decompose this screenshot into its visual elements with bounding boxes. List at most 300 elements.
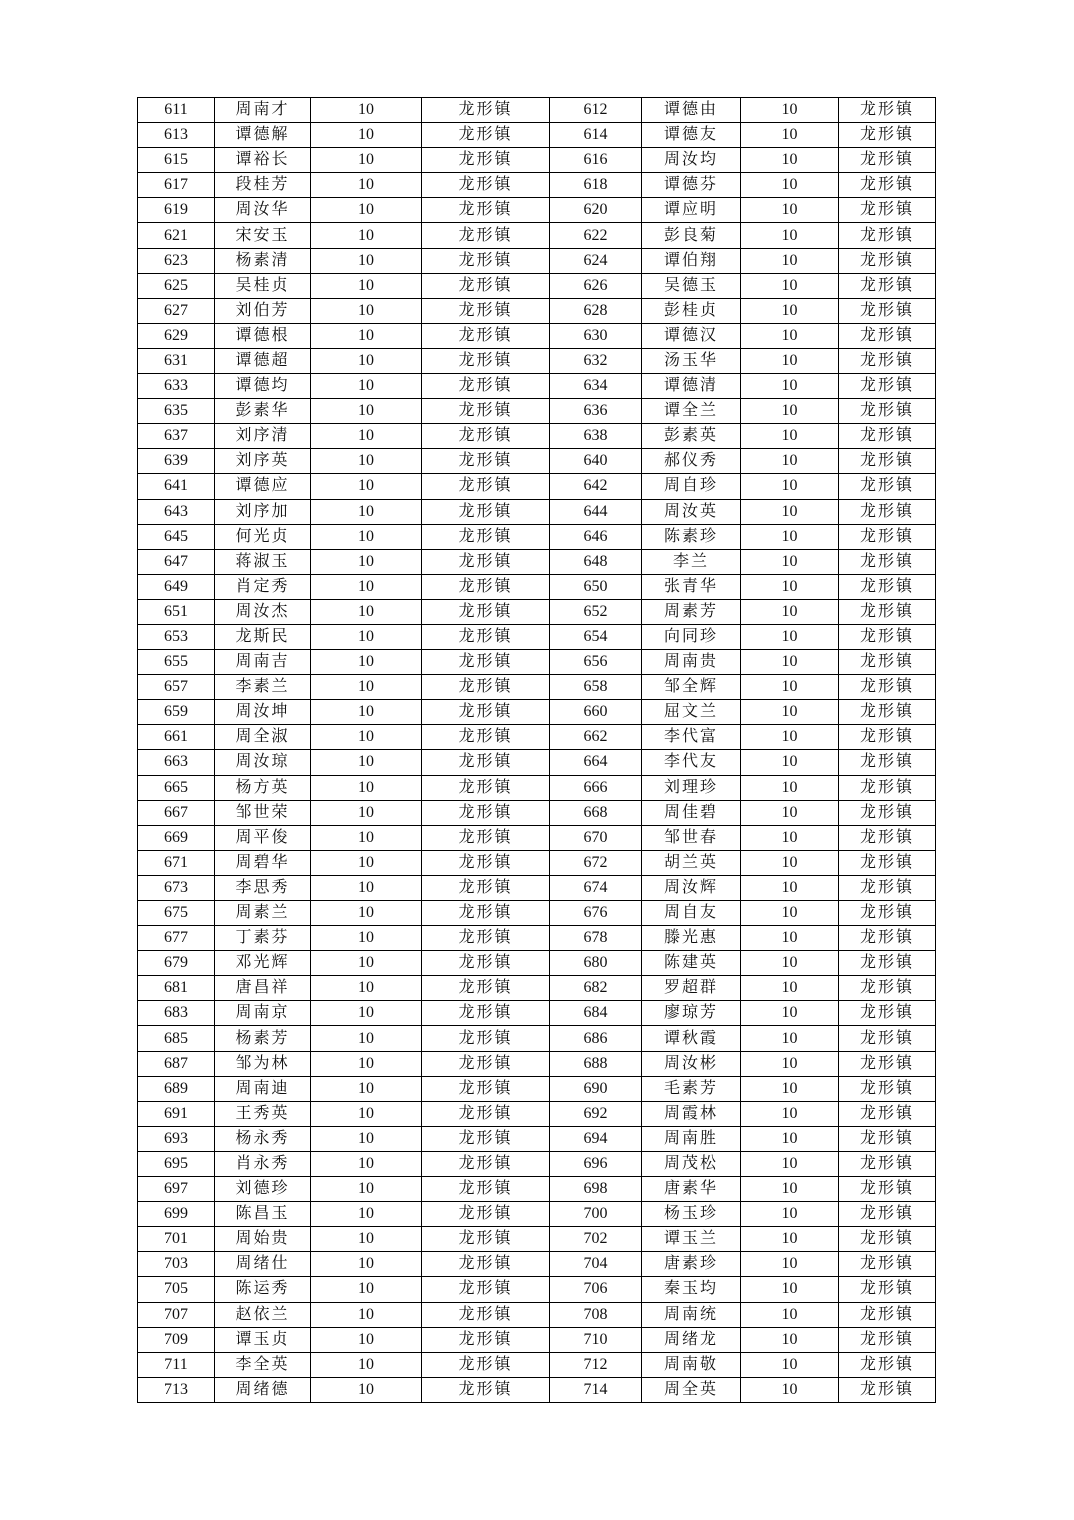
- row-number-cell: 634: [550, 374, 642, 399]
- town-cell: 龙形镇: [422, 1101, 550, 1126]
- row-number-cell: 697: [138, 1177, 215, 1202]
- row-number-cell: 682: [550, 976, 642, 1001]
- amount-cell: 10: [311, 650, 422, 675]
- table-row: [138, 1151, 936, 1176]
- name-cell: 周绪龙: [642, 1327, 741, 1352]
- name-cell: 周南才: [215, 98, 311, 123]
- name-cell: 周南贵: [642, 650, 741, 675]
- name-cell: 周汝华: [215, 198, 311, 223]
- amount-cell: 10: [311, 976, 422, 1001]
- town-cell: 龙形镇: [839, 599, 936, 624]
- town-cell: 龙形镇: [422, 650, 550, 675]
- name-cell: 汤玉华: [642, 348, 741, 373]
- name-cell: 肖定秀: [215, 574, 311, 599]
- table-row: [138, 374, 936, 399]
- table-row: [138, 1302, 936, 1327]
- row-number-cell: 688: [550, 1051, 642, 1076]
- amount-cell: 10: [741, 399, 839, 424]
- town-cell: 龙形镇: [839, 775, 936, 800]
- amount-cell: 10: [741, 1151, 839, 1176]
- name-cell: 廖琼芳: [642, 1001, 741, 1026]
- town-cell: 龙形镇: [422, 1202, 550, 1227]
- row-number-cell: 660: [550, 700, 642, 725]
- row-number-cell: 681: [138, 976, 215, 1001]
- amount-cell: 10: [741, 273, 839, 298]
- name-cell: 周始贵: [215, 1227, 311, 1252]
- amount-cell: 10: [741, 1302, 839, 1327]
- name-cell: 李代友: [642, 750, 741, 775]
- amount-cell: 10: [311, 223, 422, 248]
- table-row: [138, 499, 936, 524]
- row-number-cell: 699: [138, 1202, 215, 1227]
- row-number-cell: 702: [550, 1227, 642, 1252]
- town-cell: 龙形镇: [839, 449, 936, 474]
- row-number-cell: 649: [138, 574, 215, 599]
- amount-cell: 10: [311, 800, 422, 825]
- amount-cell: 10: [311, 1051, 422, 1076]
- table-row: [138, 725, 936, 750]
- row-number-cell: 628: [550, 298, 642, 323]
- name-cell: 吴德玉: [642, 273, 741, 298]
- town-cell: 龙形镇: [839, 474, 936, 499]
- town-cell: 龙形镇: [839, 123, 936, 148]
- name-cell: 吴桂贞: [215, 273, 311, 298]
- amount-cell: 10: [741, 323, 839, 348]
- amount-cell: 10: [311, 198, 422, 223]
- row-number-cell: 652: [550, 599, 642, 624]
- row-number-cell: 613: [138, 123, 215, 148]
- row-number-cell: 621: [138, 223, 215, 248]
- town-cell: 龙形镇: [422, 549, 550, 574]
- town-cell: 龙形镇: [422, 198, 550, 223]
- name-cell: 李全英: [215, 1352, 311, 1377]
- table-row: [138, 1051, 936, 1076]
- name-cell: 周自友: [642, 901, 741, 926]
- amount-cell: 10: [311, 273, 422, 298]
- row-number-cell: 709: [138, 1327, 215, 1352]
- table-row: [138, 98, 936, 123]
- town-cell: 龙形镇: [422, 298, 550, 323]
- row-number-cell: 611: [138, 98, 215, 123]
- name-cell: 周平俊: [215, 825, 311, 850]
- row-number-cell: 672: [550, 850, 642, 875]
- amount-cell: 10: [311, 1202, 422, 1227]
- name-cell: 李兰: [642, 549, 741, 574]
- town-cell: 龙形镇: [839, 424, 936, 449]
- name-cell: 陈昌玉: [215, 1202, 311, 1227]
- town-cell: 龙形镇: [422, 624, 550, 649]
- town-cell: 龙形镇: [839, 1177, 936, 1202]
- name-cell: 陈建英: [642, 951, 741, 976]
- town-cell: 龙形镇: [839, 148, 936, 173]
- amount-cell: 10: [311, 624, 422, 649]
- amount-cell: 10: [741, 1202, 839, 1227]
- amount-cell: 10: [741, 825, 839, 850]
- row-number-cell: 635: [138, 399, 215, 424]
- row-number-cell: 643: [138, 499, 215, 524]
- row-number-cell: 650: [550, 574, 642, 599]
- row-number-cell: 612: [550, 98, 642, 123]
- amount-cell: 10: [311, 424, 422, 449]
- row-number-cell: 691: [138, 1101, 215, 1126]
- amount-cell: 10: [311, 675, 422, 700]
- amount-cell: 10: [741, 248, 839, 273]
- town-cell: 龙形镇: [422, 1001, 550, 1026]
- name-cell: 谭德解: [215, 123, 311, 148]
- row-number-cell: 625: [138, 273, 215, 298]
- town-cell: 龙形镇: [839, 875, 936, 900]
- name-cell: 谭玉兰: [642, 1227, 741, 1252]
- town-cell: 龙形镇: [839, 574, 936, 599]
- town-cell: 龙形镇: [839, 901, 936, 926]
- name-cell: 谭德均: [215, 374, 311, 399]
- row-number-cell: 664: [550, 750, 642, 775]
- town-cell: 龙形镇: [422, 1252, 550, 1277]
- name-cell: 罗超群: [642, 976, 741, 1001]
- name-cell: 李素兰: [215, 675, 311, 700]
- town-cell: 龙形镇: [422, 1327, 550, 1352]
- name-cell: 谭德清: [642, 374, 741, 399]
- amount-cell: 10: [311, 1252, 422, 1277]
- table-row: [138, 976, 936, 1001]
- table-row: [138, 323, 936, 348]
- amount-cell: 10: [741, 348, 839, 373]
- name-cell: 周南统: [642, 1302, 741, 1327]
- row-number-cell: 670: [550, 825, 642, 850]
- amount-cell: 10: [741, 549, 839, 574]
- town-cell: 龙形镇: [839, 1327, 936, 1352]
- amount-cell: 10: [741, 1277, 839, 1302]
- amount-cell: 10: [311, 1076, 422, 1101]
- table-row: [138, 1377, 936, 1402]
- table-row: [138, 1327, 936, 1352]
- town-cell: 龙形镇: [839, 1202, 936, 1227]
- row-number-cell: 654: [550, 624, 642, 649]
- row-number-cell: 671: [138, 850, 215, 875]
- town-cell: 龙形镇: [422, 474, 550, 499]
- town-cell: 龙形镇: [839, 624, 936, 649]
- amount-cell: 10: [741, 173, 839, 198]
- amount-cell: 10: [311, 524, 422, 549]
- table-row: [138, 399, 936, 424]
- row-number-cell: 646: [550, 524, 642, 549]
- name-cell: 周茂松: [642, 1151, 741, 1176]
- name-cell: 邓光辉: [215, 951, 311, 976]
- amount-cell: 10: [741, 1126, 839, 1151]
- town-cell: 龙形镇: [839, 1352, 936, 1377]
- row-number-cell: 644: [550, 499, 642, 524]
- row-number-cell: 678: [550, 926, 642, 951]
- town-cell: 龙形镇: [839, 700, 936, 725]
- name-cell: 周霞林: [642, 1101, 741, 1126]
- table-row: [138, 248, 936, 273]
- amount-cell: 10: [311, 1126, 422, 1151]
- row-number-cell: 700: [550, 1202, 642, 1227]
- town-cell: 龙形镇: [422, 374, 550, 399]
- amount-cell: 10: [741, 650, 839, 675]
- row-number-cell: 663: [138, 750, 215, 775]
- name-cell: 周绪仕: [215, 1252, 311, 1277]
- row-number-cell: 623: [138, 248, 215, 273]
- row-number-cell: 653: [138, 624, 215, 649]
- row-number-cell: 658: [550, 675, 642, 700]
- amount-cell: 10: [741, 474, 839, 499]
- name-cell: 杨素清: [215, 248, 311, 273]
- table-row: [138, 173, 936, 198]
- amount-cell: 10: [741, 1252, 839, 1277]
- amount-cell: 10: [741, 1026, 839, 1051]
- town-cell: 龙形镇: [839, 650, 936, 675]
- name-cell: 谭应明: [642, 198, 741, 223]
- town-cell: 龙形镇: [839, 725, 936, 750]
- amount-cell: 10: [311, 1101, 422, 1126]
- name-cell: 彭良菊: [642, 223, 741, 248]
- amount-cell: 10: [311, 1026, 422, 1051]
- amount-cell: 10: [311, 725, 422, 750]
- town-cell: 龙形镇: [839, 399, 936, 424]
- name-cell: 毛素芳: [642, 1076, 741, 1101]
- town-cell: 龙形镇: [422, 825, 550, 850]
- amount-cell: 10: [741, 599, 839, 624]
- row-number-cell: 712: [550, 1352, 642, 1377]
- town-cell: 龙形镇: [422, 675, 550, 700]
- name-cell: 谭玉贞: [215, 1327, 311, 1352]
- row-number-cell: 619: [138, 198, 215, 223]
- town-cell: 龙形镇: [422, 1277, 550, 1302]
- name-cell: 周汝彬: [642, 1051, 741, 1076]
- town-cell: 龙形镇: [422, 323, 550, 348]
- amount-cell: 10: [741, 449, 839, 474]
- town-cell: 龙形镇: [839, 951, 936, 976]
- name-cell: 周全淑: [215, 725, 311, 750]
- row-number-cell: 618: [550, 173, 642, 198]
- row-number-cell: 617: [138, 173, 215, 198]
- name-cell: 李思秀: [215, 875, 311, 900]
- name-cell: 唐昌祥: [215, 976, 311, 1001]
- row-number-cell: 711: [138, 1352, 215, 1377]
- amount-cell: 10: [311, 173, 422, 198]
- town-cell: 龙形镇: [422, 976, 550, 1001]
- amount-cell: 10: [311, 926, 422, 951]
- roster-table: [137, 97, 936, 1403]
- name-cell: 宋安玉: [215, 223, 311, 248]
- amount-cell: 10: [311, 1327, 422, 1352]
- town-cell: 龙形镇: [422, 273, 550, 298]
- row-number-cell: 665: [138, 775, 215, 800]
- table-row: [138, 875, 936, 900]
- name-cell: 李代富: [642, 725, 741, 750]
- row-number-cell: 641: [138, 474, 215, 499]
- town-cell: 龙形镇: [422, 399, 550, 424]
- row-number-cell: 642: [550, 474, 642, 499]
- row-number-cell: 638: [550, 424, 642, 449]
- row-number-cell: 627: [138, 298, 215, 323]
- name-cell: 刘理珍: [642, 775, 741, 800]
- name-cell: 谭德芬: [642, 173, 741, 198]
- row-number-cell: 631: [138, 348, 215, 373]
- name-cell: 周南京: [215, 1001, 311, 1026]
- name-cell: 周汝坤: [215, 700, 311, 725]
- row-number-cell: 645: [138, 524, 215, 549]
- town-cell: 龙形镇: [422, 1026, 550, 1051]
- row-number-cell: 662: [550, 725, 642, 750]
- name-cell: 谭全兰: [642, 399, 741, 424]
- amount-cell: 10: [741, 1076, 839, 1101]
- table-row: [138, 424, 936, 449]
- amount-cell: 10: [311, 98, 422, 123]
- table-row: [138, 850, 936, 875]
- name-cell: 周南胜: [642, 1126, 741, 1151]
- name-cell: 周素芳: [642, 599, 741, 624]
- row-number-cell: 667: [138, 800, 215, 825]
- name-cell: 谭秋霞: [642, 1026, 741, 1051]
- amount-cell: 10: [741, 298, 839, 323]
- row-number-cell: 704: [550, 1252, 642, 1277]
- table-row: [138, 223, 936, 248]
- amount-cell: 10: [741, 800, 839, 825]
- town-cell: 龙形镇: [839, 198, 936, 223]
- town-cell: 龙形镇: [422, 1227, 550, 1252]
- town-cell: 龙形镇: [839, 173, 936, 198]
- name-cell: 彭素英: [642, 424, 741, 449]
- amount-cell: 10: [741, 750, 839, 775]
- town-cell: 龙形镇: [422, 850, 550, 875]
- town-cell: 龙形镇: [839, 248, 936, 273]
- amount-cell: 10: [741, 926, 839, 951]
- amount-cell: 10: [311, 700, 422, 725]
- amount-cell: 10: [741, 1327, 839, 1352]
- amount-cell: 10: [311, 599, 422, 624]
- amount-cell: 10: [311, 148, 422, 173]
- town-cell: 龙形镇: [839, 323, 936, 348]
- table-row: [138, 1352, 936, 1377]
- name-cell: 刘序清: [215, 424, 311, 449]
- name-cell: 邹世荣: [215, 800, 311, 825]
- row-number-cell: 696: [550, 1151, 642, 1176]
- name-cell: 周绪德: [215, 1377, 311, 1402]
- amount-cell: 10: [741, 725, 839, 750]
- row-number-cell: 683: [138, 1001, 215, 1026]
- town-cell: 龙形镇: [422, 524, 550, 549]
- town-cell: 龙形镇: [422, 1352, 550, 1377]
- name-cell: 蒋淑玉: [215, 549, 311, 574]
- name-cell: 周汝均: [642, 148, 741, 173]
- amount-cell: 10: [741, 700, 839, 725]
- amount-cell: 10: [311, 574, 422, 599]
- table-row: [138, 1076, 936, 1101]
- name-cell: 周素兰: [215, 901, 311, 926]
- row-number-cell: 686: [550, 1026, 642, 1051]
- town-cell: 龙形镇: [839, 850, 936, 875]
- amount-cell: 10: [311, 1177, 422, 1202]
- table-row: [138, 273, 936, 298]
- name-cell: 谭德超: [215, 348, 311, 373]
- amount-cell: 10: [741, 524, 839, 549]
- amount-cell: 10: [311, 348, 422, 373]
- amount-cell: 10: [311, 248, 422, 273]
- amount-cell: 10: [741, 624, 839, 649]
- table-row: [138, 549, 936, 574]
- name-cell: 周汝辉: [642, 875, 741, 900]
- town-cell: 龙形镇: [839, 1227, 936, 1252]
- amount-cell: 10: [311, 750, 422, 775]
- row-number-cell: 713: [138, 1377, 215, 1402]
- row-number-cell: 676: [550, 901, 642, 926]
- town-cell: 龙形镇: [839, 298, 936, 323]
- row-number-cell: 679: [138, 951, 215, 976]
- town-cell: 龙形镇: [422, 424, 550, 449]
- town-cell: 龙形镇: [422, 875, 550, 900]
- table-row: [138, 650, 936, 675]
- amount-cell: 10: [311, 775, 422, 800]
- town-cell: 龙形镇: [839, 926, 936, 951]
- town-cell: 龙形镇: [422, 775, 550, 800]
- town-cell: 龙形镇: [422, 1177, 550, 1202]
- amount-cell: 10: [741, 875, 839, 900]
- town-cell: 龙形镇: [422, 248, 550, 273]
- name-cell: 秦玉均: [642, 1277, 741, 1302]
- town-cell: 龙形镇: [839, 825, 936, 850]
- name-cell: 杨玉珍: [642, 1202, 741, 1227]
- amount-cell: 10: [741, 850, 839, 875]
- amount-cell: 10: [741, 976, 839, 1001]
- amount-cell: 10: [311, 399, 422, 424]
- name-cell: 段桂芳: [215, 173, 311, 198]
- row-number-cell: 637: [138, 424, 215, 449]
- amount-cell: 10: [741, 1352, 839, 1377]
- town-cell: 龙形镇: [422, 725, 550, 750]
- amount-cell: 10: [741, 123, 839, 148]
- table-row: [138, 1001, 936, 1026]
- row-number-cell: 710: [550, 1327, 642, 1352]
- town-cell: 龙形镇: [422, 901, 550, 926]
- name-cell: 周佳碧: [642, 800, 741, 825]
- table-row: [138, 449, 936, 474]
- row-number-cell: 677: [138, 926, 215, 951]
- amount-cell: 10: [311, 1227, 422, 1252]
- amount-cell: 10: [741, 775, 839, 800]
- name-cell: 刘德珍: [215, 1177, 311, 1202]
- town-cell: 龙形镇: [839, 98, 936, 123]
- town-cell: 龙形镇: [422, 800, 550, 825]
- town-cell: 龙形镇: [839, 1126, 936, 1151]
- amount-cell: 10: [741, 98, 839, 123]
- town-cell: 龙形镇: [839, 1302, 936, 1327]
- table-row: [138, 298, 936, 323]
- table-row: [138, 123, 936, 148]
- amount-cell: 10: [311, 323, 422, 348]
- row-number-cell: 673: [138, 875, 215, 900]
- row-number-cell: 687: [138, 1051, 215, 1076]
- table-row: [138, 750, 936, 775]
- row-number-cell: 655: [138, 650, 215, 675]
- town-cell: 龙形镇: [422, 1051, 550, 1076]
- row-number-cell: 639: [138, 449, 215, 474]
- table-row: [138, 1126, 936, 1151]
- row-number-cell: 685: [138, 1026, 215, 1051]
- town-cell: 龙形镇: [839, 348, 936, 373]
- row-number-cell: 651: [138, 599, 215, 624]
- amount-cell: 10: [741, 901, 839, 926]
- amount-cell: 10: [741, 374, 839, 399]
- table-row: [138, 348, 936, 373]
- town-cell: 龙形镇: [839, 1051, 936, 1076]
- table-row: [138, 574, 936, 599]
- row-number-cell: 703: [138, 1252, 215, 1277]
- amount-cell: 10: [741, 1177, 839, 1202]
- table-row: [138, 1101, 936, 1126]
- row-number-cell: 708: [550, 1302, 642, 1327]
